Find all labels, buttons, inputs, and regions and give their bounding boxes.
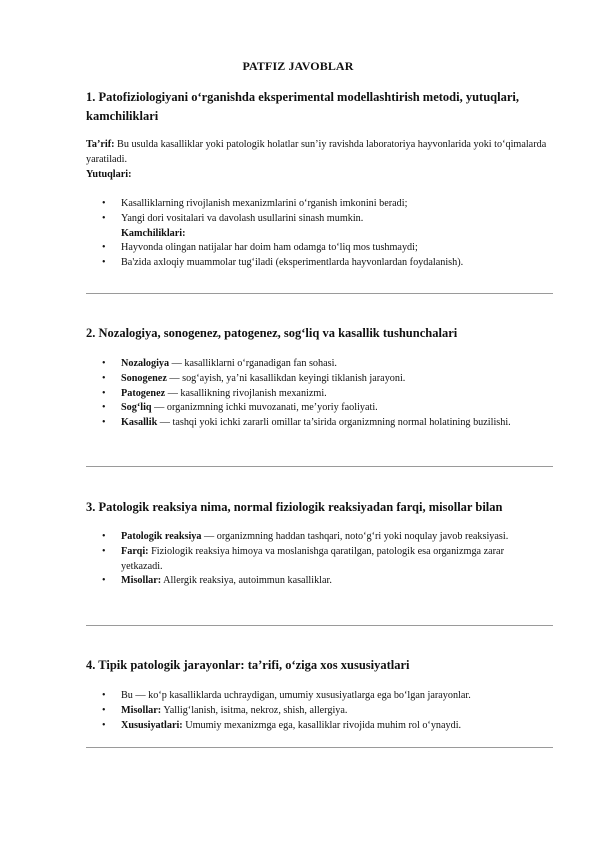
section-divider <box>86 293 553 294</box>
section-1-list <box>86 197 546 271</box>
advantages-label: Yutuqlari: <box>86 169 132 180</box>
bullet-icon: • <box>102 257 106 269</box>
bullet-icon: • <box>102 719 106 731</box>
bullet-icon: • <box>102 212 106 224</box>
definition-label: Ta’rif: <box>86 139 115 150</box>
bullet-icon: • <box>102 242 106 254</box>
section-3-list <box>86 530 546 589</box>
section-2-heading: 2. Nozalogiya, sonogenez, patogenez, sog‘liq va kasallik tushunchalari <box>86 326 458 340</box>
list-item: • Misollar: Allergik reaksiya, autoimmun kasalliklar. <box>86 574 546 589</box>
section-3-heading: 3. Patologik reaksiya nima, normal fiziologik reaksiyadan farqi, misollar bilan <box>86 500 503 514</box>
section-divider <box>86 747 553 748</box>
section-divider <box>86 625 553 626</box>
document-title: PATFIZ JAVOBLAR <box>242 59 354 73</box>
bullet-icon: • <box>102 387 106 399</box>
list-item: • Xususiyatlari: Umumiy mexanizmga ega, kasalliklar rivojida muhim rol o‘ynaydi. <box>86 719 546 734</box>
bullet-icon: • <box>102 575 106 587</box>
list-item: • Kasalliklarning rivojlanish mexanizmlarini o‘rganish imkonini beradi; <box>86 197 546 212</box>
list-item: • Farqi: Fiziologik reaksiya himoya va moslanishga qaratilgan, patologik esa organizmga zarar yetkazadi. <box>102 545 504 572</box>
bullet-icon: • <box>102 372 106 384</box>
list-item: • Hayvonda olingan natijalar har doim ham odamga to‘liq mos tushmaydi; <box>86 241 546 256</box>
bullet-icon: • <box>102 531 106 542</box>
list-item: • Sonogenez — sog‘ayish, ya’ni kasallikdan keyingi tiklanish jarayoni. <box>86 372 546 387</box>
section-4-heading: 4. Tipik patologik jarayonlar: ta’rifi, o‘ziga xos xususiyatlari <box>86 658 410 672</box>
list-item: • Patogenez — kasallikning rivojlanish mexanizmi. <box>86 387 546 402</box>
bullet-icon: • <box>102 402 106 414</box>
list-item: • Nozalogiya — kasalliklarni o‘rganadigan fan sohasi. <box>86 357 546 372</box>
bullet-icon: • <box>102 704 106 716</box>
bullet-icon: • <box>102 358 106 369</box>
list-item: • Sog‘liq — organizmning ichki muvozanati, me’yoriy faoliyati. <box>86 401 546 416</box>
bullet-icon: • <box>102 545 106 557</box>
bullet-icon: • <box>102 690 106 701</box>
section-4-list <box>86 689 546 733</box>
definition-text: Bu usulda kasalliklar yoki patologik holatlar sun’iy ravishda laboratoriya hayvonlarida yoki to‘qimalarda yaratiladi. <box>86 139 547 165</box>
list-item: • Yangi dori vositalari va davolash usullarini sinash mumkin. <box>86 212 546 227</box>
list-item: • Ba'zida axloqiy muammolar tug‘iladi (eksperimentlarda hayvonlardan foydalanish). <box>86 256 546 271</box>
section-1-definition <box>86 138 556 167</box>
bullet-icon: • <box>102 417 106 429</box>
section-2-list <box>86 357 546 431</box>
list-item: • Kasallik — tashqi yoki ichki zararli omillar ta’sirida organizmning normal holatining buzilishi. <box>86 416 546 431</box>
list-item: • Misollar: Yallig‘lanish, isitma, nekroz, shish, allergiya. <box>86 704 546 719</box>
bullet-icon: • <box>102 198 106 209</box>
list-item: • Patologik reaksiya — organizmning haddan tashqari, noto‘g‘ri yoki noqulay javob reaksiyasi. <box>86 530 546 545</box>
section-divider <box>86 466 553 467</box>
disadvantages-label: Kamchiliklari: <box>121 227 186 239</box>
list-item: • Bu — ko‘p kasalliklarda uchraydigan, umumiy xususiyatlarga ega bo‘lgan jarayonlar. <box>86 689 546 704</box>
section-1-heading: 1. Patofiziologiyani o‘rganishda eksperimental modellashtirish metodi, yutuqlari, kamchiliklari <box>86 90 519 123</box>
